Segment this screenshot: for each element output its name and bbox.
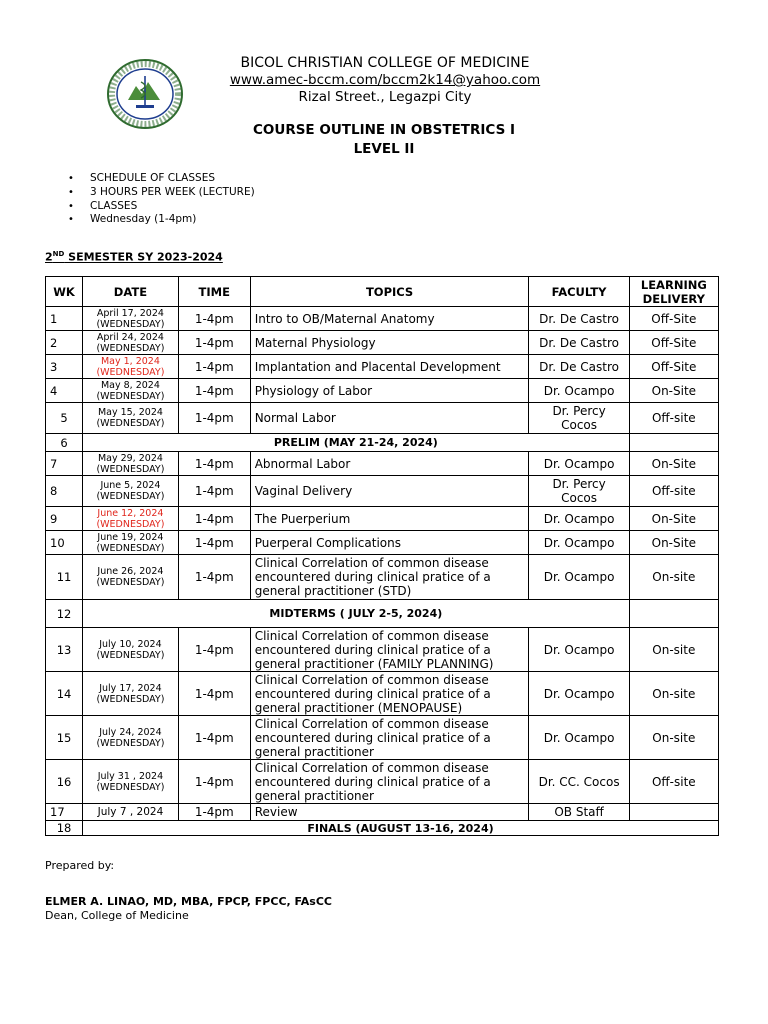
cell-time: 1-4pm — [178, 307, 250, 331]
bullet-item: • SCHEDULE OF CLASSES — [68, 172, 255, 186]
date-day: (WEDNESDAY) — [96, 577, 165, 588]
signatory-position: Dean, College of Medicine — [45, 909, 189, 922]
date-day: (WEDNESDAY) — [96, 463, 165, 475]
cell-date — [83, 672, 179, 716]
table-row — [46, 507, 719, 531]
cell-delivery: Off-site — [629, 403, 718, 434]
header-date: DATE — [83, 277, 179, 307]
cell-faculty: Dr. Ocampo — [529, 555, 629, 600]
cell-wk: 12 — [46, 600, 83, 628]
cell-delivery: Off-Site — [629, 307, 718, 331]
date-text: May 1, 2024 — [100, 355, 160, 367]
table-row — [46, 355, 719, 379]
date-text: April 17, 2024 — [96, 307, 164, 319]
table-header-row — [46, 277, 719, 307]
cell-topic: Normal Labor — [250, 403, 529, 434]
cell-time: 1-4pm — [178, 628, 250, 672]
topic-line: Clinical Correlation of common disease — [254, 716, 489, 731]
cell-wk: 4 — [46, 379, 83, 403]
date-day: (WEDNESDAY) — [96, 542, 165, 554]
cell-topic — [250, 555, 529, 600]
cell-time: 1-4pm — [178, 403, 250, 434]
signatory-name: ELMER A. LINAO, MD, MBA, FPCP, FPCC, FAsCC — [45, 895, 332, 908]
date-text: May 8, 2024 — [100, 379, 160, 391]
table-row — [46, 379, 719, 403]
faculty-line: Dr. Percy — [552, 404, 606, 418]
cell-time: 1-4pm — [178, 555, 250, 600]
semester-ordinal: 2 — [45, 250, 53, 264]
topic-line: encountered during clinical pratice of a — [254, 730, 491, 745]
cell-wk: 7 — [46, 452, 83, 476]
cell-wk: 18 — [46, 821, 83, 836]
cell-empty — [629, 600, 718, 628]
cell-date — [83, 403, 179, 434]
table-row — [46, 760, 719, 804]
table-row — [46, 307, 719, 331]
cell-faculty: Dr. De Castro — [529, 355, 629, 379]
cell-faculty: Dr. Ocampo — [529, 531, 629, 555]
cell-wk: 10 — [46, 531, 83, 555]
cell-topic: Maternal Physiology — [250, 331, 529, 355]
cell-date: July 7 , 2024 — [83, 804, 179, 821]
header-delivery — [629, 277, 718, 307]
college-seal-logo — [106, 58, 184, 130]
faculty-line: Cocos — [561, 418, 598, 432]
topic-line: encountered during clinical pratice of a — [254, 774, 491, 789]
topic-line: general practitioner — [254, 788, 374, 803]
table-row — [46, 716, 719, 760]
course-level: LEVEL II — [353, 141, 415, 157]
topic-line: Clinical Correlation of common disease — [254, 556, 489, 570]
date-text: July 10, 2024 — [99, 638, 162, 650]
prepared-by-label: Prepared by: — [45, 859, 115, 872]
cell-faculty — [529, 403, 629, 434]
date-text: June 12, 2024 — [97, 507, 164, 519]
date-day: (WEDNESDAY) — [96, 342, 165, 354]
faculty-line: Dr. Percy — [552, 477, 606, 491]
date-day: (WEDNESDAY) — [96, 366, 165, 378]
cell-wk: 9 — [46, 507, 83, 531]
semester-heading — [45, 250, 223, 264]
cell-date — [83, 716, 179, 760]
faculty-line: Cocos — [561, 491, 598, 505]
cell-faculty: Dr. Ocampo — [529, 379, 629, 403]
table-row — [46, 804, 719, 821]
table-row — [46, 531, 719, 555]
cell-delivery — [629, 804, 718, 821]
header-faculty: FACULTY — [529, 277, 629, 307]
cell-faculty: Dr. De Castro — [529, 307, 629, 331]
header-topics: TOPICS — [250, 277, 529, 307]
cell-delivery: On-Site — [629, 531, 718, 555]
cell-time: 1-4pm — [178, 760, 250, 804]
topic-line: general practitioner (MENOPAUSE) — [254, 700, 463, 715]
table-row — [46, 672, 719, 716]
cell-wk: 1 — [46, 307, 83, 331]
cell-topic — [250, 672, 529, 716]
topic-line: Clinical Correlation of common disease — [254, 760, 489, 775]
cell-topic: Intro to OB/Maternal Anatomy — [250, 307, 529, 331]
cell-date — [83, 555, 179, 600]
semester-ordinal-suffix: ND — [52, 250, 65, 258]
cell-wk: 14 — [46, 672, 83, 716]
cell-date-highlighted — [83, 507, 179, 531]
topic-line: general practitioner (STD) — [254, 584, 412, 598]
topic-line: Clinical Correlation of common disease — [254, 672, 489, 687]
header-delivery-line2: DELIVERY — [642, 291, 705, 306]
cell-delivery: On-Site — [629, 507, 718, 531]
table-row — [46, 555, 719, 600]
exam-label: FINALS (AUGUST 13-16, 2024) — [83, 821, 719, 836]
cell-topic: Review — [250, 804, 529, 821]
cell-wk: 11 — [46, 555, 83, 600]
date-day: (WEDNESDAY) — [96, 318, 165, 330]
cell-faculty: Dr. Ocampo — [529, 452, 629, 476]
cell-delivery: On-Site — [629, 452, 718, 476]
cell-wk: 6 — [46, 434, 83, 452]
cell-time: 1-4pm — [178, 379, 250, 403]
contact-link[interactable]: www.amec-bccm.com/bccm2k14@yahoo.com — [229, 72, 541, 88]
cell-time: 1-4pm — [178, 476, 250, 507]
date-day: (WEDNESDAY) — [96, 491, 165, 502]
schedule-bullets — [68, 172, 255, 227]
bullet-item: • CLASSES — [68, 200, 255, 214]
cell-delivery: Off-site — [629, 476, 718, 507]
exam-label: PRELIM (MAY 21-24, 2024) — [83, 434, 630, 452]
cell-delivery: On-site — [629, 672, 718, 716]
cell-date — [83, 476, 179, 507]
cell-faculty: Dr. CC. Cocos — [529, 760, 629, 804]
cell-time: 1-4pm — [178, 531, 250, 555]
cell-time: 1-4pm — [178, 507, 250, 531]
cell-date — [83, 760, 179, 804]
topic-line: Clinical Correlation of common disease — [254, 628, 489, 643]
cell-wk: 15 — [46, 716, 83, 760]
topic-line: encountered during clinical pratice of a — [254, 642, 491, 657]
cell-topic: Abnormal Labor — [250, 452, 529, 476]
cell-wk: 2 — [46, 331, 83, 355]
cell-empty — [629, 434, 718, 452]
cell-date — [83, 379, 179, 403]
cell-delivery: Off-site — [629, 760, 718, 804]
cell-faculty: OB Staff — [529, 804, 629, 821]
cell-faculty — [529, 476, 629, 507]
cell-topic — [250, 628, 529, 672]
exam-row — [46, 434, 719, 452]
cell-topic: The Puerperium — [250, 507, 529, 531]
date-day: (WEDNESDAY) — [96, 649, 165, 661]
cell-wk: 13 — [46, 628, 83, 672]
table-row — [46, 476, 719, 507]
cell-delivery: On-site — [629, 555, 718, 600]
cell-delivery: Off-Site — [629, 355, 718, 379]
date-day: (WEDNESDAY) — [96, 781, 165, 793]
table-row — [46, 403, 719, 434]
cell-time: 1-4pm — [178, 716, 250, 760]
date-day: (WEDNESDAY) — [96, 693, 165, 705]
date-day: (WEDNESDAY) — [96, 518, 165, 530]
cell-date — [83, 307, 179, 331]
date-day: (WEDNESDAY) — [96, 418, 165, 429]
cell-date — [83, 531, 179, 555]
table-row — [46, 452, 719, 476]
cell-topic: Implantation and Placental Development — [250, 355, 529, 379]
bullet-item: • 3 HOURS PER WEEK (LECTURE) — [68, 186, 255, 200]
cell-delivery: On-Site — [629, 379, 718, 403]
date-text: June 5, 2024 — [100, 480, 161, 491]
date-text: June 26, 2024 — [97, 566, 164, 577]
cell-time: 1-4pm — [178, 331, 250, 355]
date-text: May 29, 2024 — [97, 452, 163, 464]
topic-line: general practitioner (FAMILY PLANNING) — [254, 656, 494, 671]
cell-delivery: Off-Site — [629, 331, 718, 355]
date-text: June 19, 2024 — [97, 531, 164, 543]
course-title: COURSE OUTLINE IN OBSTETRICS I — [252, 122, 516, 138]
cell-wk: 8 — [46, 476, 83, 507]
cell-topic: Puerperal Complications — [250, 531, 529, 555]
date-day: (WEDNESDAY) — [96, 390, 165, 402]
cell-delivery: On-site — [629, 716, 718, 760]
exam-row — [46, 600, 719, 628]
date-text: July 31 , 2024 — [97, 770, 164, 782]
header-delivery-line1: LEARNING — [640, 277, 707, 292]
cell-faculty: Dr. De Castro — [529, 331, 629, 355]
topic-line: general practitioner — [254, 744, 374, 759]
date-text: April 24, 2024 — [96, 331, 164, 343]
college-name: BICOL CHRISTIAN COLLEGE OF MEDICINE — [240, 55, 530, 71]
cell-faculty: Dr. Ocampo — [529, 628, 629, 672]
cell-time: 1-4pm — [178, 355, 250, 379]
cell-time: 1-4pm — [178, 672, 250, 716]
semester-text: SEMESTER SY 2023-2024 — [64, 250, 223, 264]
cell-wk: 17 — [46, 804, 83, 821]
exam-row — [46, 821, 719, 836]
table-row — [46, 628, 719, 672]
cell-date — [83, 452, 179, 476]
cell-date-highlighted — [83, 355, 179, 379]
cell-date — [83, 331, 179, 355]
college-address: Rizal Street., Legazpi City — [298, 89, 472, 105]
date-text: May 15, 2024 — [97, 407, 163, 418]
cell-topic: Physiology of Labor — [250, 379, 529, 403]
cell-time: 1-4pm — [178, 452, 250, 476]
cell-wk: 5 — [46, 403, 83, 434]
header-time: TIME — [178, 277, 250, 307]
exam-label: MIDTERMS ( JULY 2-5, 2024) — [83, 600, 630, 628]
cell-topic: Vaginal Delivery — [250, 476, 529, 507]
cell-faculty: Dr. Ocampo — [529, 716, 629, 760]
topic-line: encountered during clinical pratice of a — [254, 686, 491, 701]
cell-wk: 3 — [46, 355, 83, 379]
cell-topic — [250, 760, 529, 804]
date-text: July 17, 2024 — [99, 682, 162, 694]
cell-wk: 16 — [46, 760, 83, 804]
table-row — [46, 331, 719, 355]
cell-faculty: Dr. Ocampo — [529, 672, 629, 716]
date-day: (WEDNESDAY) — [96, 737, 165, 749]
header-wk: WK — [46, 277, 83, 307]
bullet-item: • Wednesday (1-4pm) — [68, 213, 255, 227]
cell-delivery: On-site — [629, 628, 718, 672]
cell-date — [83, 628, 179, 672]
cell-faculty: Dr. Ocampo — [529, 507, 629, 531]
topic-line: encountered during clinical pratice of a — [254, 570, 491, 584]
cell-topic — [250, 716, 529, 760]
cell-time: 1-4pm — [178, 804, 250, 821]
schedule-table — [45, 276, 719, 836]
date-text: July 24, 2024 — [99, 726, 162, 738]
